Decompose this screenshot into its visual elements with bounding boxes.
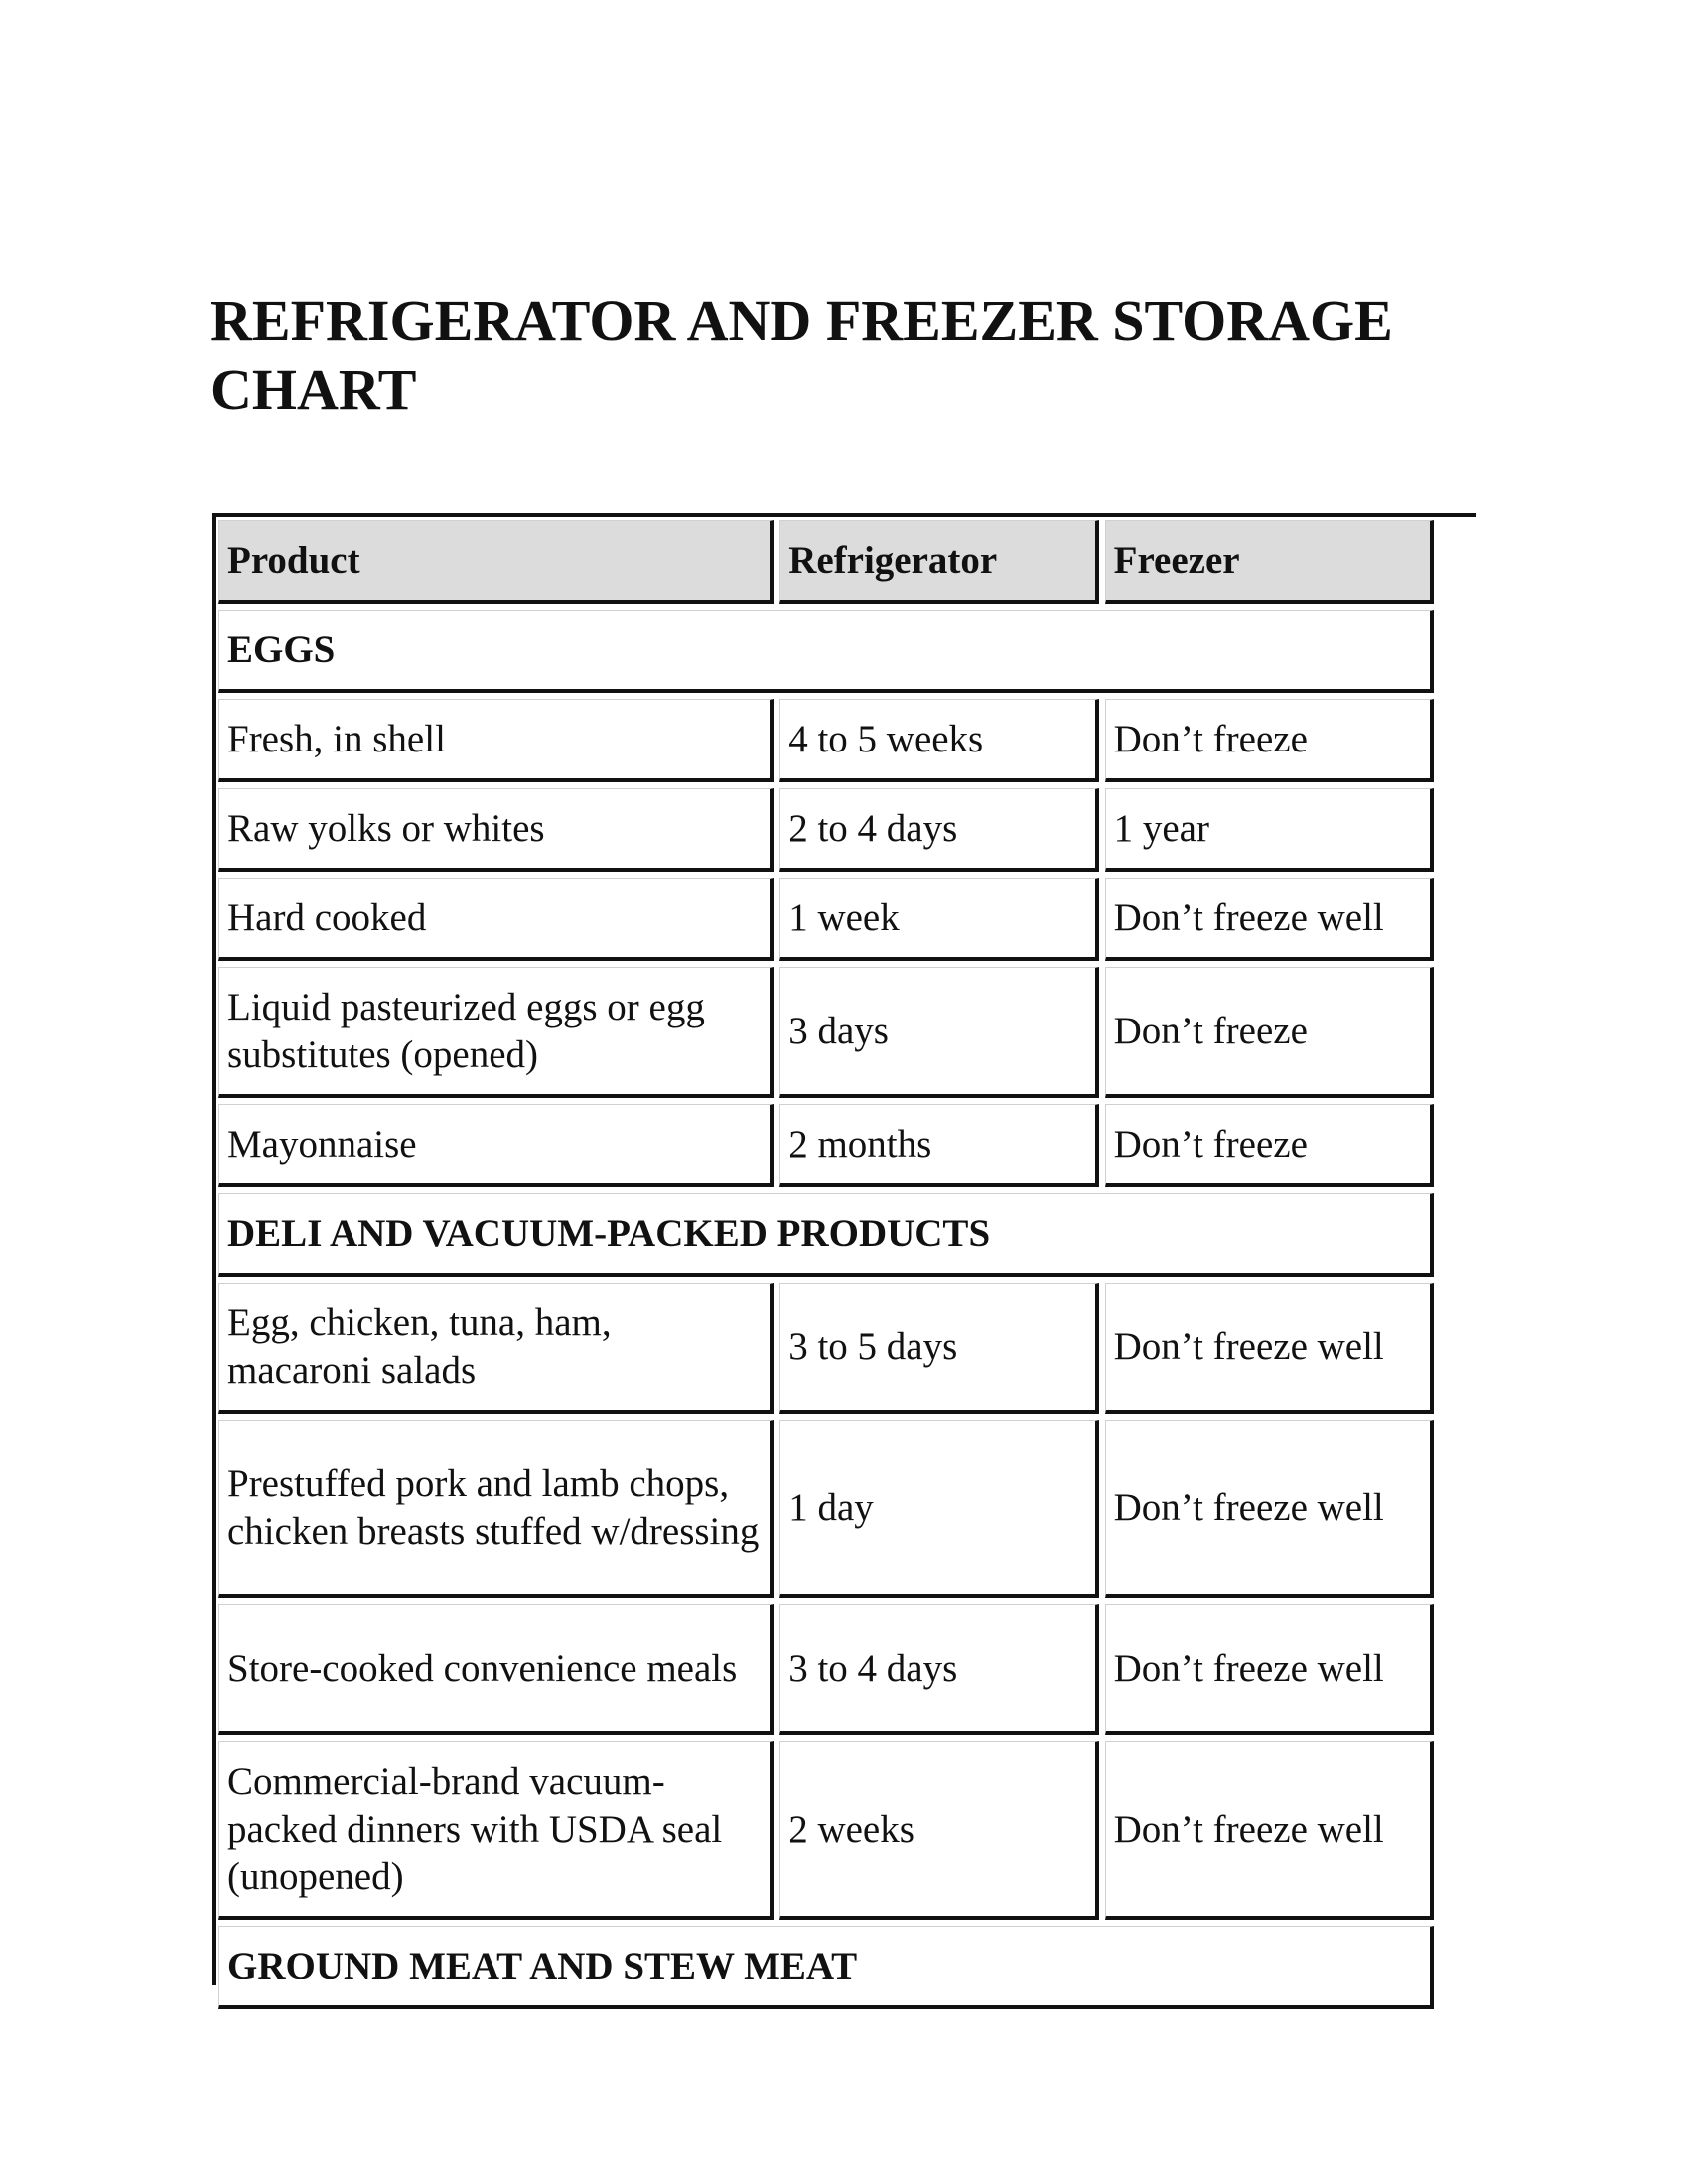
product-cell: Store-cooked convenience meals bbox=[218, 1604, 774, 1735]
product-cell: Fresh, in shell bbox=[218, 699, 774, 782]
section-label: DELI AND VACUUM-PACKED PRODUCTS bbox=[218, 1193, 1434, 1277]
header-freezer: Freezer bbox=[1105, 520, 1434, 604]
refrigerator-cell: 1 week bbox=[779, 878, 1098, 961]
section-row-ground-meat bbox=[218, 1926, 1434, 2009]
section-row-eggs bbox=[218, 610, 1434, 693]
refrigerator-cell: 3 to 5 days bbox=[779, 1283, 1098, 1414]
refrigerator-cell: 2 weeks bbox=[779, 1741, 1098, 1920]
table-row bbox=[218, 1283, 1434, 1414]
table-left-rule bbox=[212, 514, 216, 1985]
product-cell: Prestuffed pork and lamb chops, chicken breasts stuffed w/dressing bbox=[218, 1420, 774, 1598]
header-product: Product bbox=[218, 520, 774, 604]
refrigerator-cell: 4 to 5 weeks bbox=[779, 699, 1098, 782]
table-row bbox=[218, 1741, 1434, 1920]
freezer-cell: Don’t freeze bbox=[1105, 967, 1434, 1098]
table-row bbox=[218, 699, 1434, 782]
header-refrigerator: Refrigerator bbox=[779, 520, 1098, 604]
refrigerator-cell: 2 months bbox=[779, 1104, 1098, 1187]
storage-table bbox=[218, 520, 1434, 2015]
freezer-cell: Don’t freeze well bbox=[1105, 1420, 1434, 1598]
freezer-cell: Don’t freeze well bbox=[1105, 1283, 1434, 1414]
product-cell: Raw yolks or whites bbox=[218, 788, 774, 872]
section-label: EGGS bbox=[218, 610, 1434, 693]
freezer-cell: Don’t freeze well bbox=[1105, 878, 1434, 961]
freezer-cell: Don’t freeze bbox=[1105, 1104, 1434, 1187]
table-row bbox=[218, 1604, 1434, 1735]
table-top-rule bbox=[212, 513, 1476, 517]
page-title: REFRIGERATOR AND FREEZER STORAGE CHART bbox=[211, 288, 1393, 422]
table-header-row bbox=[218, 520, 1434, 604]
product-cell: Mayonnaise bbox=[218, 1104, 774, 1187]
product-cell: Liquid pasteurized eggs or egg substitutes (opened) bbox=[218, 967, 774, 1098]
refrigerator-cell: 2 to 4 days bbox=[779, 788, 1098, 872]
refrigerator-cell: 1 day bbox=[779, 1420, 1098, 1598]
table-row bbox=[218, 878, 1434, 961]
product-cell: Commercial-brand vacuum-packed dinners with USDA seal (unopened) bbox=[218, 1741, 774, 1920]
product-cell: Hard cooked bbox=[218, 878, 774, 961]
section-label: GROUND MEAT AND STEW MEAT bbox=[218, 1926, 1434, 2009]
refrigerator-cell: 3 to 4 days bbox=[779, 1604, 1098, 1735]
freezer-cell: Don’t freeze bbox=[1105, 699, 1434, 782]
freezer-cell: Don’t freeze well bbox=[1105, 1604, 1434, 1735]
section-row-deli bbox=[218, 1193, 1434, 1277]
table-row bbox=[218, 1104, 1434, 1187]
freezer-cell: Don’t freeze well bbox=[1105, 1741, 1434, 1920]
product-cell: Egg, chicken, tuna, ham, macaroni salads bbox=[218, 1283, 774, 1414]
table-row bbox=[218, 967, 1434, 1098]
table-row bbox=[218, 788, 1434, 872]
table-row bbox=[218, 1420, 1434, 1598]
freezer-cell: 1 year bbox=[1105, 788, 1434, 872]
refrigerator-cell: 3 days bbox=[779, 967, 1098, 1098]
